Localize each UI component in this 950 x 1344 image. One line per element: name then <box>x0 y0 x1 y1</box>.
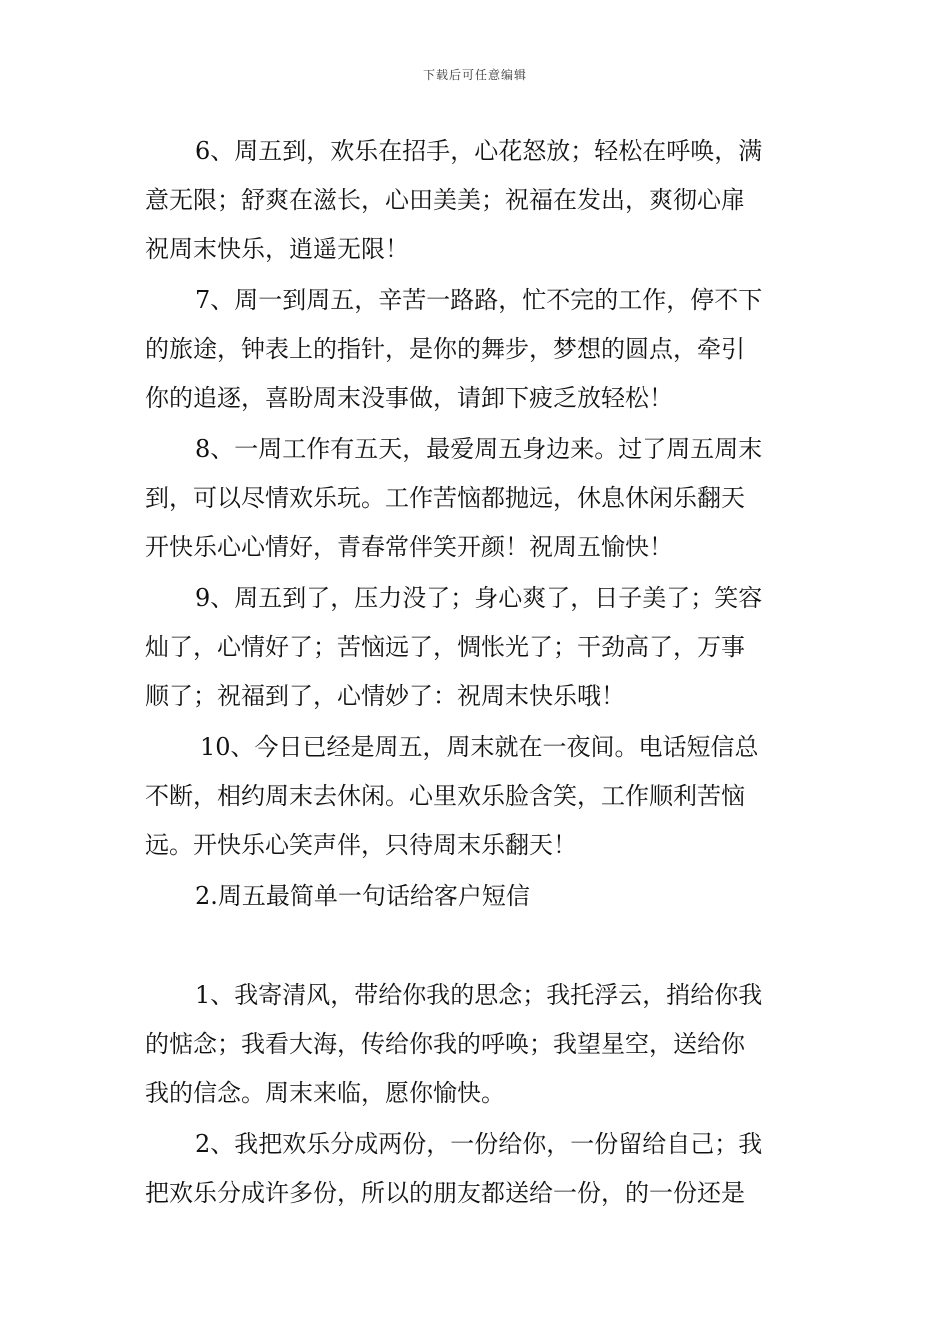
header-note: 下载后可任意编辑 <box>422 68 527 82</box>
text-line: 10、今日已经是周五，周末就在一夜间。电话短信总 <box>200 733 759 761</box>
text-line: 我的信念。周末来临，愿你愉快。 <box>145 1079 505 1107</box>
text-line: 到，可以尽情欢乐玩。工作苦恼都抛远，休息休闲乐翻天 <box>145 484 745 512</box>
text-line: 祝周末快乐，逍遥无限！ <box>145 235 409 263</box>
section-heading: 2.周五最简单一句话给客户短信 <box>195 882 530 910</box>
text-line: 2、我把欢乐分成两份，一份给你，一份留给自己；我 <box>195 1130 763 1158</box>
text-line: 6、周五到，欢乐在招手，心花怒放；轻松在呼唤，满 <box>195 137 763 165</box>
text-line: 开快乐心心情好，青春常伴笑开颜！祝周五愉快！ <box>145 533 673 561</box>
text-line: 灿了，心情好了；苦恼远了，惆怅光了；干劲高了，万事 <box>145 633 745 661</box>
text-line: 的旅途，钟表上的指针，是你的舞步，梦想的圆点，牵引 <box>145 335 745 363</box>
text-line: 顺了；祝福到了，心情妙了：祝周末快乐哦！ <box>145 682 625 710</box>
text-line: 7、周一到周五，辛苦一路路，忙不完的工作，停不下 <box>195 286 763 314</box>
text-line: 8、一周工作有五天，最爱周五身边来。过了周五周末 <box>195 435 763 463</box>
text-line: 把欢乐分成许多份，所以的朋友都送给一份，的一份还是 <box>145 1179 745 1207</box>
text-line: 1、我寄清风，带给你我的思念；我托浮云，捎给你我 <box>195 981 763 1009</box>
text-line: 的惦念；我看大海，传给你我的呼唤；我望星空，送给你 <box>145 1030 745 1058</box>
text-line: 9、周五到了，压力没了；身心爽了，日子美了；笑容 <box>195 584 763 612</box>
text-line: 远。开快乐心笑声伴，只待周末乐翻天！ <box>145 831 577 859</box>
text-line: 不断，相约周末去休闲。心里欢乐脸含笑，工作顺利苦恼 <box>145 782 745 810</box>
text-line: 意无限；舒爽在滋长，心田美美；祝福在发出，爽彻心扉 <box>145 186 745 214</box>
text-line: 你的追逐，喜盼周末没事做，请卸下疲乏放轻松！ <box>145 384 673 412</box>
